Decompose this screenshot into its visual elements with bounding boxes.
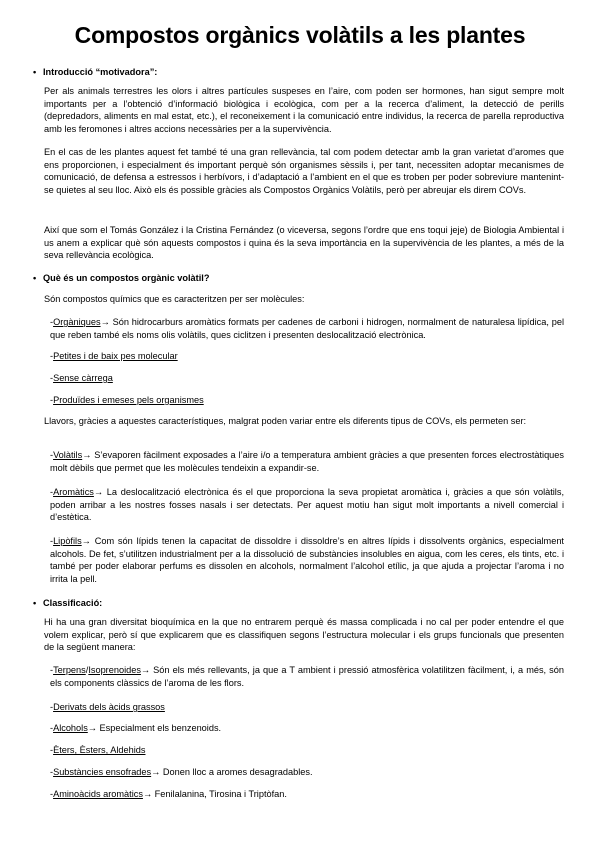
list-item: -Terpens/Isoprenoides→ Són els més rellevants, ja que a T ambient i pressió atmosfèrica volatilitzen fàcilment, i, a més, són els components clàssics de l’aroma de les flors. (50, 665, 564, 688)
list-item: -Aromàtics→ La deslocalització electrònica és el que proporciona la seva propietat aromàtica i, gràcies a que són volàtils, poden arribar a les nostres fosses nasals i ser detectats. Per aquest motiu han sigut molt importants a nivell comercial i d’estètica. (50, 487, 564, 523)
list-item: -Derivats dels àcids grassos (50, 702, 165, 712)
bullet-icon: • (33, 67, 37, 77)
paragraph: Llavors, gràcies a aquestes característiques, malgrat poden variar entre els diferents tipus de COVs, els permeten ser: (44, 416, 527, 426)
section-heading-what: • Què és un compostos orgànic volàtil? (33, 273, 210, 283)
list-item: -Petites i de baix pes molecular (50, 351, 178, 361)
paragraph: Són compostos químics que es caracteritzen per ser molècules: (44, 294, 305, 304)
section-heading-intro: • Introducció “motivadora”: (33, 67, 158, 77)
list-item: -Volàtils→ S’evaporen fàcilment exposades a l’aire i/o a temperatura ambient gràcies a que presenten forces electrostàtiques molt dèbils que permet que les molècules tendeixin a expandir-se. (50, 450, 564, 473)
list-item: -Lipòfils→ Com són lípids tenen la capacitat de dissoldre i dissoldre’s en altres lípids i dissolvents orgànics, especialment alcohols. De fet, s’utilitzen industrialment per a la dissolució de substàncies insolubles en aigua, com les ceres, els tints, etc. i també per poder elaborar perfums es dissolen en alcohols, normalment l’alcohol etílic, ja que ajuda a projectar l’aroma i no irrita la pell. (50, 536, 564, 584)
bullet-icon: • (33, 598, 37, 608)
section-heading-classification: • Classificació: (33, 598, 103, 608)
list-item: -Produïdes i emeses pels organismes (50, 395, 204, 405)
page-title: Compostos orgànics volàtils a les plantes (74, 22, 526, 48)
list-item: -Orgàniques→ Són hidrocarburs aromàtics formats per cadenes de carboni i hidrogen, normalment de naturalesa lipídica, pel que reben també els noms olis volàtils, ques ciclitzen i presenten deslocalització electrònica. (50, 317, 564, 340)
list-item: -Alcohols→ Especialment els benzenoids. (50, 723, 222, 733)
list-item: -Aminoàcids aromàtics→ Fenilalanina, Tirosina i Triptòfan. (50, 789, 287, 799)
list-item: -Sense càrrega (50, 373, 113, 383)
paragraph: Per als animals terrestres les olors i altres partícules suspeses en l’aire, com poden ser hormones, han sigut sempre molt importants per a l’obtenció d’informació biològica i ecològica, com per a la recerca d’aliment, la detecció de perills (depredadors, aliments en mal estat, etc.), el reconeixement i la comunicació entre individus, la recerca de parella reproductiva amb les feromones i altres accions necessàries per a la supervivència. (44, 86, 564, 134)
paragraph: Hi ha una gran diversitat bioquímica en la que no entrarem perquè és massa complicada i no cal per poder entendre el que volem explicar, però sí que explicarem que es classifiquen segons l’estructura molecular i els grups funcionals que presenten de la següent manera: (44, 617, 564, 653)
list-item: -Èters, Èsters, Aldehids (50, 745, 146, 755)
list-item: -Substàncies ensofrades→ Donen lloc a aromes desagradables. (50, 767, 313, 777)
bullet-icon: • (33, 273, 37, 283)
paragraph: En el cas de les plantes aquest fet també té una gran rellevància, tal com podem detectar amb la gran varietat d’aromes que ens proporcionen, i especialment és important perquè són organismes sèssils i, per tant, necessiten adoptar mecanismes de comunicació, de defensa a estressos i herbívors, i d’adaptació a l’ambient en el que es troben per poder sobreviure mantenint-se quietes al seu lloc. Això els és possible gràcies als Compostos Orgànics Volàtils, però per abreujar els direm COVs. (44, 147, 564, 195)
paragraph: Així que som el Tomás González i la Cristina Fernández (o viceversa, segons l’ordre que ens toqui jeje) de Biologia Ambiental i us anem a explicar què són aquests compostos i quina és la seva importància en la supervivència de les plantes, a més de la seva rellevància ecològica. (44, 225, 564, 261)
